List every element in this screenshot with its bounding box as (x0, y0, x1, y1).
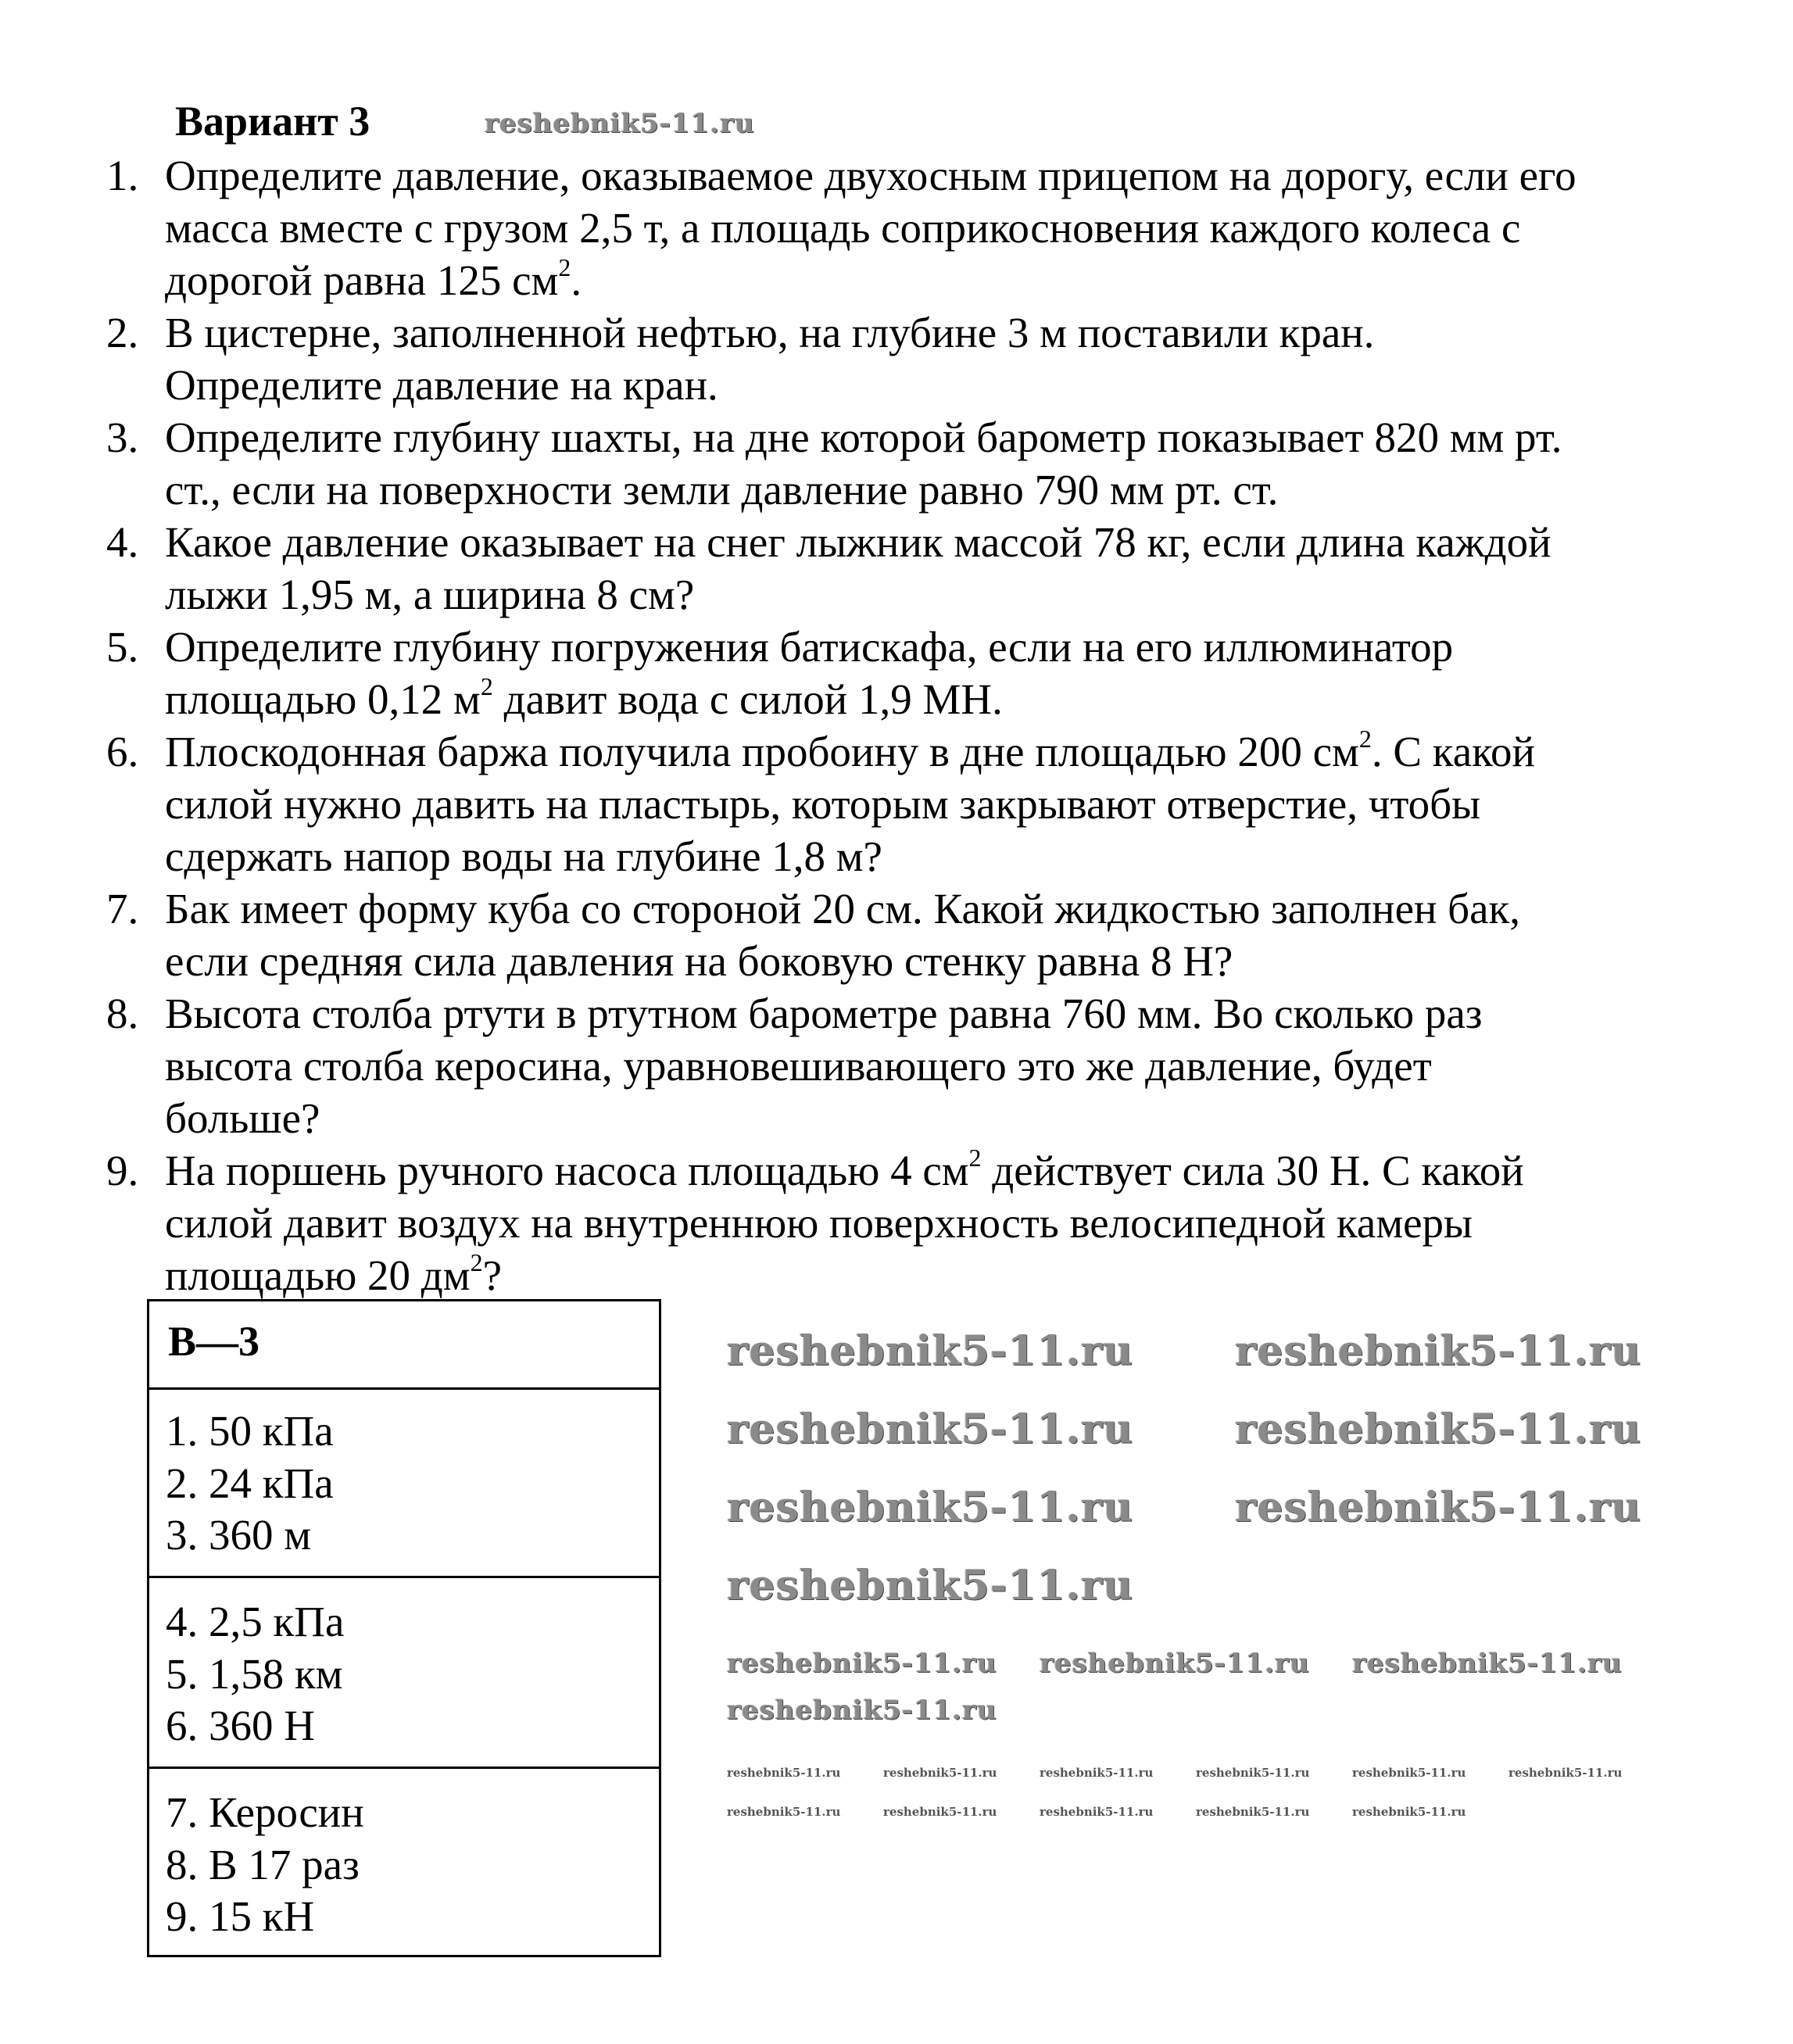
question-text-segment: сдержать напор воды на глубине 1,8 м? (165, 832, 882, 880)
watermark: reshebnik5-11.ru (727, 1648, 997, 1679)
watermark: reshebnik5-11.ru (727, 1695, 997, 1726)
question-number: 2. (106, 309, 139, 356)
question-number: 7. (106, 885, 139, 933)
question-text-segment: масса вместе с грузом 2,5 т, а площадь соприкосновения каждого колеса с (165, 204, 1521, 252)
question-number: 4. (106, 518, 139, 566)
watermark: reshebnik5-11.ru (1352, 1805, 1466, 1819)
question-text (165, 673, 1003, 732)
question-text (165, 778, 1480, 830)
question-text-segment: ст., если на поверхности земли давление равно 790 мм рт. ст. (165, 466, 1279, 514)
watermark: reshebnik5-11.ru (1040, 1766, 1154, 1780)
answer-item: 1. 50 кПа (166, 1407, 334, 1455)
question-text (165, 935, 1233, 987)
question-text (165, 149, 1576, 202)
watermark: reshebnik5-11.ru (1235, 1405, 1642, 1453)
question-text (165, 725, 1535, 784)
question-number: 9. (106, 1147, 139, 1194)
answer-item: 5. 1,58 км (166, 1650, 343, 1698)
watermark: reshebnik5-11.ru (1508, 1766, 1623, 1780)
answer-group-3 (149, 1767, 659, 1960)
question-text-segment: если средняя сила давления на боковую стенку равна 8 Н? (165, 937, 1233, 985)
question-text (165, 202, 1520, 254)
watermark: reshebnik5-11.ru (1196, 1805, 1310, 1819)
answer-item: 6. 360 Н (166, 1702, 315, 1749)
watermark: reshebnik5-11.ru (1352, 1766, 1466, 1780)
watermark: reshebnik5-11.ru (727, 1562, 1134, 1609)
watermark: reshebnik5-11.ru (1235, 1484, 1642, 1531)
question-text (165, 1040, 1432, 1092)
superscript: 2 (558, 253, 571, 281)
question-text (165, 882, 1520, 935)
watermark: reshebnik5-11.ru (883, 1805, 997, 1819)
watermark: reshebnik5-11.ru (1040, 1805, 1154, 1819)
question-text-segment: дорогой равна 125 см (165, 256, 559, 304)
question-number: 6. (106, 728, 139, 775)
question-number: 5. (106, 623, 139, 671)
watermark: reshebnik5-11.ru (727, 1327, 1134, 1375)
question-text (165, 411, 1562, 464)
question-text-segment: площадью 20 дм (165, 1251, 471, 1299)
question-text (165, 830, 882, 882)
answer-item: 2. 24 кПа (166, 1459, 334, 1507)
watermark: reshebnik5-11.ru (485, 108, 755, 139)
superscript: 2 (480, 672, 493, 700)
watermark: reshebnik5-11.ru (883, 1766, 997, 1780)
question-number: 8. (106, 990, 139, 1037)
watermark: reshebnik5-11.ru (727, 1405, 1134, 1453)
watermark: reshebnik5-11.ru (1040, 1648, 1310, 1679)
question-text-segment: Определите глубину шахты, на дне которой барометр показывает 820 мм рт. (165, 413, 1562, 461)
question-text-segment: На поршень ручного насоса площадью 4 см (165, 1147, 969, 1194)
question-text-segment: Высота столба ртути в ртутном барометре равна 760 мм. Во сколько раз (165, 990, 1483, 1037)
answer-item: 9. 15 кН (166, 1892, 315, 1940)
superscript: 2 (1358, 725, 1372, 753)
question-text-segment: силой давит воздух на внутреннюю поверхность велосипедной камеры (165, 1199, 1473, 1247)
question-text-segment: давит вода с силой 1,9 МН. (492, 675, 1003, 723)
question-text-segment: В цистерне, заполненной нефтью, на глубине 3 м поставили кран. (165, 309, 1375, 356)
question-text (165, 464, 1278, 516)
question-text-segment: ? (482, 1251, 503, 1299)
answer-item: 3. 360 м (166, 1511, 312, 1559)
question-text (165, 987, 1483, 1040)
question-text-segment: Плоскодонная баржа получила пробоину в дне площадью 200 см (165, 728, 1359, 775)
answer-item: 8. В 17 раз (166, 1841, 360, 1888)
question-number: 3. (106, 413, 139, 461)
question-text (165, 306, 1374, 359)
answer-group-2 (149, 1576, 659, 1769)
watermark: reshebnik5-11.ru (1235, 1327, 1642, 1375)
answer-table-header: В—3 (168, 1318, 260, 1365)
question-text (165, 1197, 1473, 1249)
question-text (165, 621, 1453, 673)
question-text-segment: действует сила 30 Н. С какой (981, 1147, 1524, 1194)
answer-table (147, 1299, 661, 1957)
question-text-segment: . С какой (1371, 728, 1535, 775)
question-number: 1. (106, 152, 139, 199)
answer-group-1 (149, 1387, 659, 1577)
question-text-segment: Определите глубину погружения батискафа, если на его иллюминатор (165, 623, 1454, 671)
question-text-segment: . (571, 256, 582, 304)
question-text-segment: Определите давление на кран. (165, 361, 718, 409)
watermark: reshebnik5-11.ru (1196, 1766, 1310, 1780)
superscript: 2 (968, 1144, 982, 1172)
watermark: reshebnik5-11.ru (727, 1805, 841, 1819)
question-text-segment: Определите давление, оказываемое двухосным прицепом на дорогу, если его (165, 152, 1576, 199)
watermark: reshebnik5-11.ru (727, 1484, 1134, 1531)
question-text (165, 1144, 1524, 1203)
question-text (165, 254, 582, 313)
answer-item: 7. Керосин (166, 1788, 364, 1836)
answer-item: 4. 2,5 кПа (166, 1598, 345, 1645)
question-text-segment: Какое давление оказывает на снег лыжник массой 78 кг, если длина каждой (165, 518, 1551, 566)
watermark: reshebnik5-11.ru (727, 1766, 841, 1780)
question-text (165, 1092, 320, 1144)
superscript: 2 (470, 1248, 483, 1276)
question-text-segment: лыжи 1,95 м, а ширина 8 см? (165, 571, 695, 618)
question-text-segment: больше? (165, 1094, 320, 1142)
question-text (165, 516, 1551, 568)
question-text (165, 359, 718, 411)
question-text (165, 568, 694, 621)
variant-title: Вариант 3 (175, 98, 370, 145)
question-text-segment: площадью 0,12 м (165, 675, 481, 723)
watermark: reshebnik5-11.ru (1352, 1648, 1623, 1679)
question-text-segment: высота столба керосина, уравновешивающего это же давление, будет (165, 1042, 1432, 1090)
question-text-segment: силой нужно давить на пластырь, которым закрывают отверстие, чтобы (165, 780, 1481, 828)
question-text-segment: Бак имеет форму куба со стороной 20 см. Какой жидкостью заполнен бак, (165, 885, 1521, 933)
